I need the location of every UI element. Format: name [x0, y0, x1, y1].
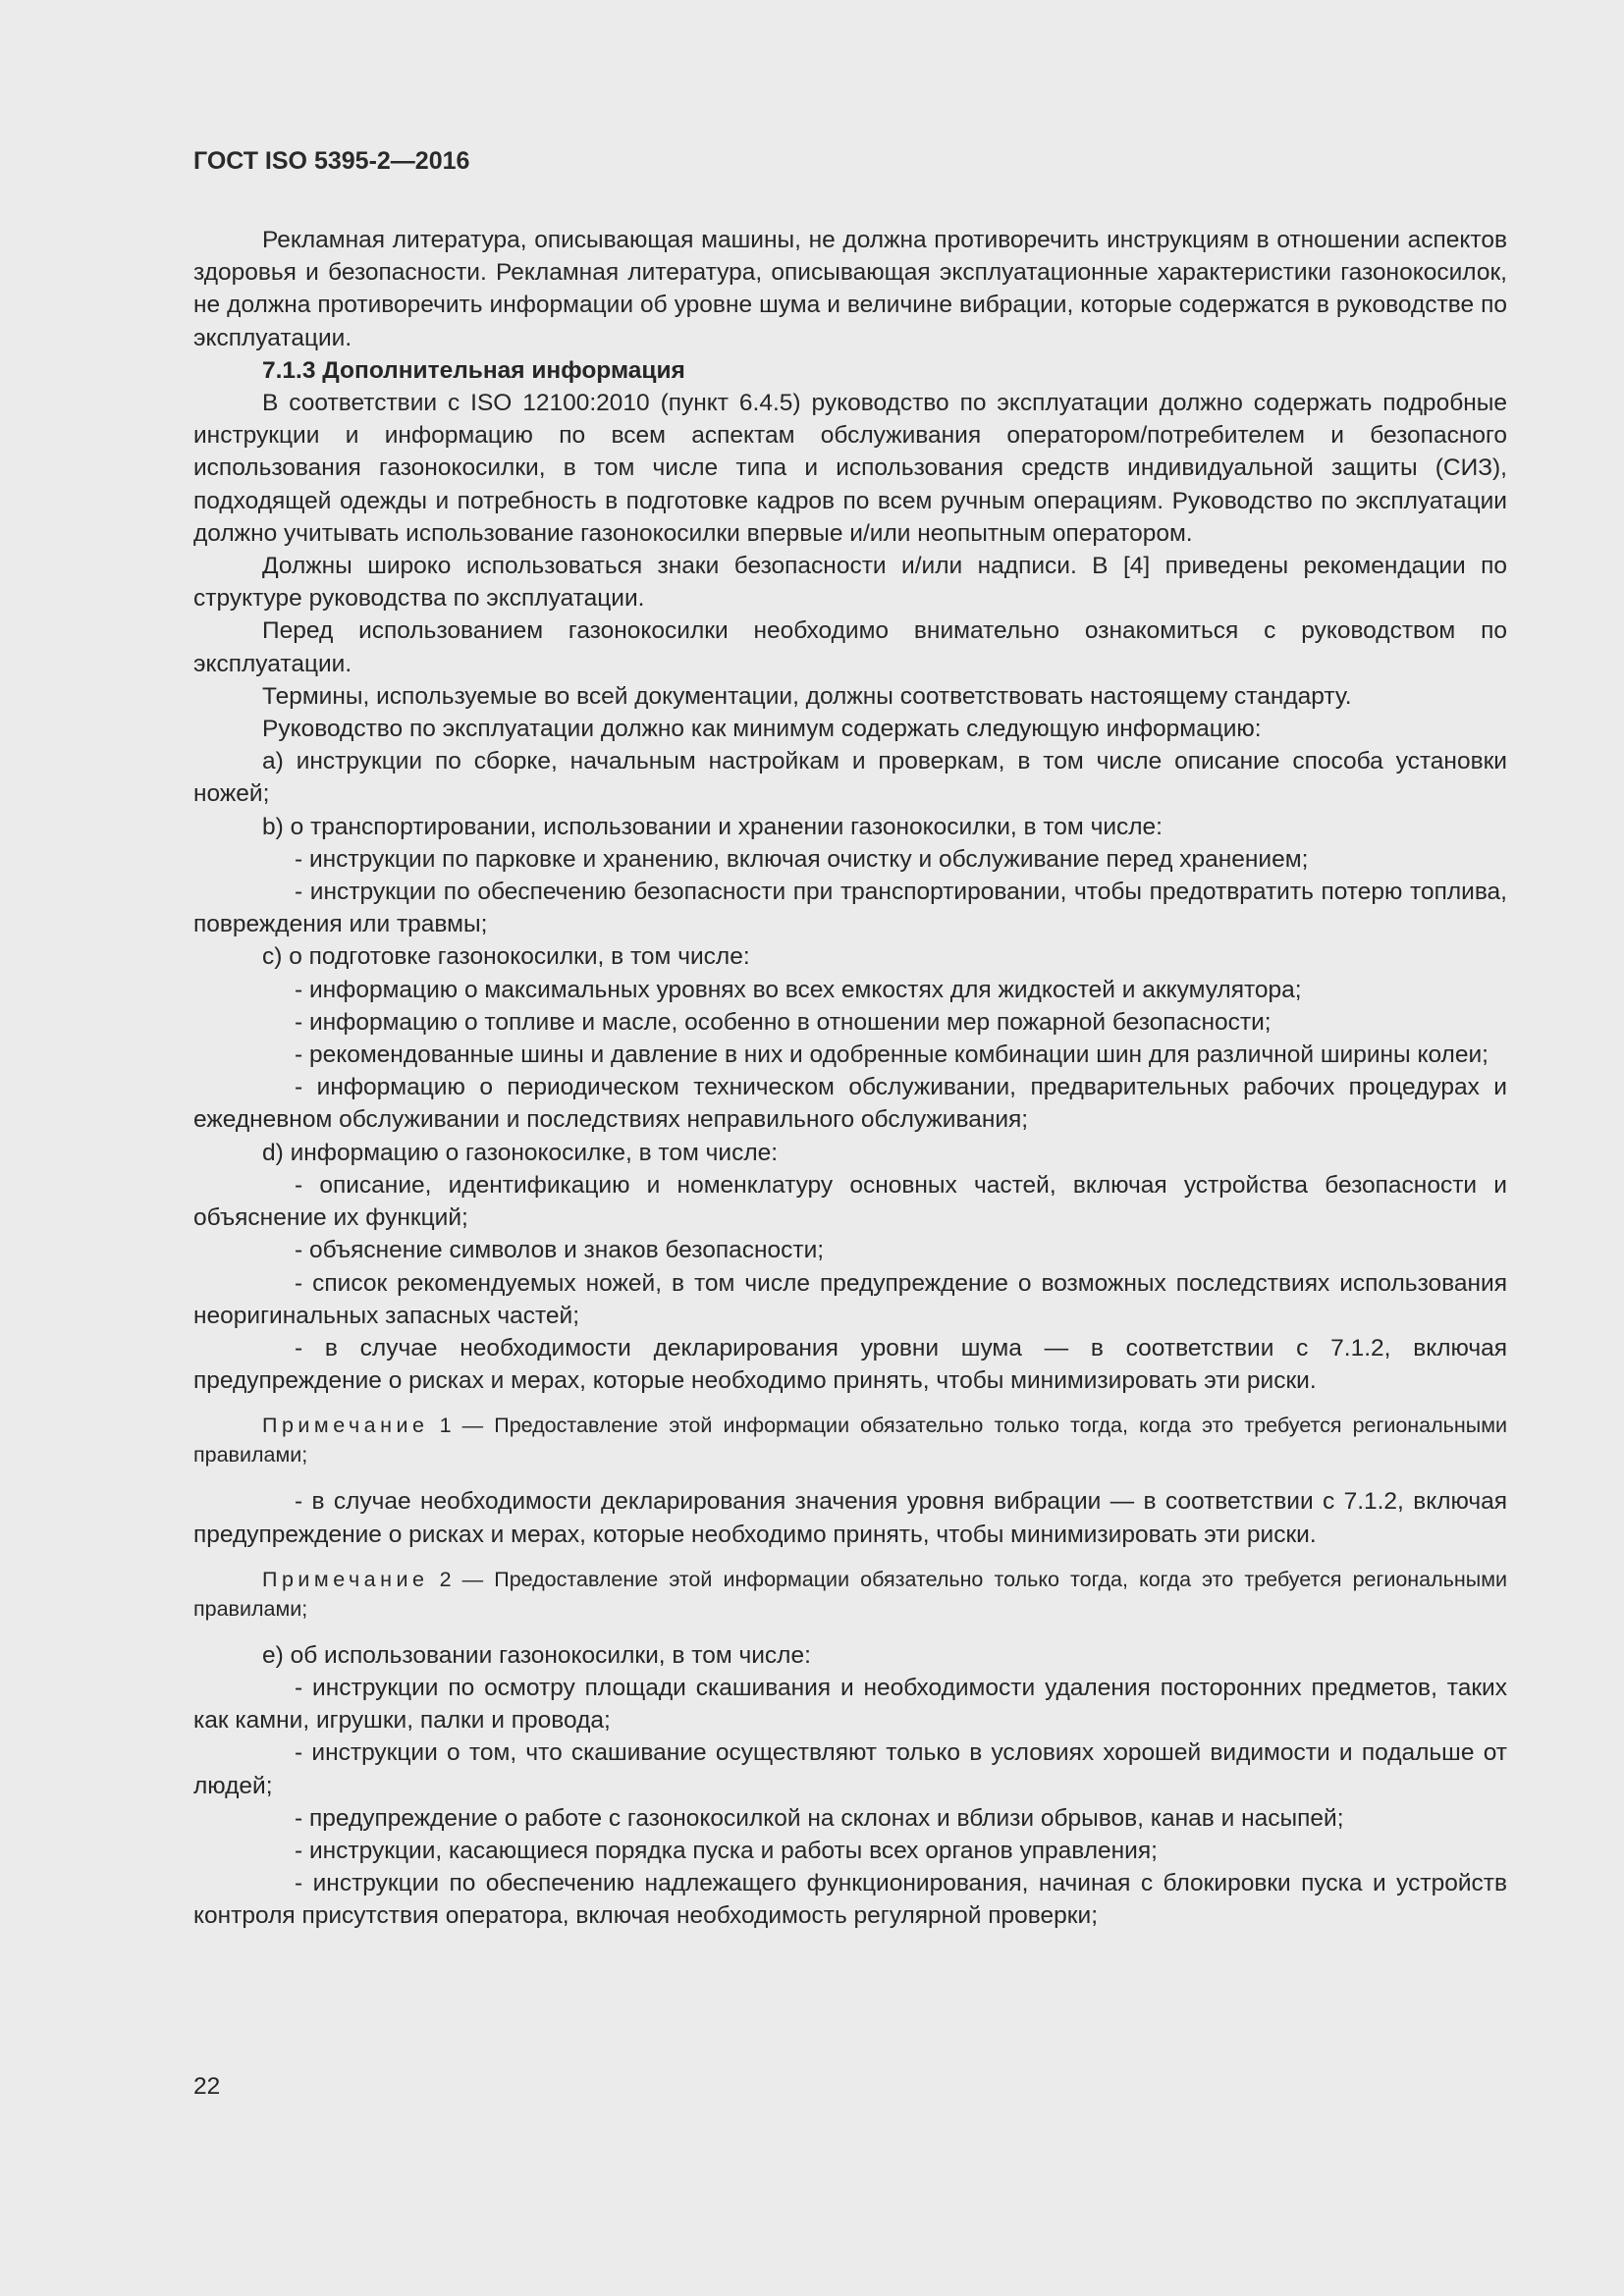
list-subitem-c2: - информацию о топливе и масле, особенно в отношении мер пожарной безопасности;	[295, 1008, 1272, 1036]
paragraph-safety-signs: Должны широко использоваться знаки безопасности и/или надписи. В [4] приведены рекомендации по структуре руководства по эксплуатации.	[193, 553, 1507, 613]
list-item-d: d) информацию о газонокосилке, в том числе:	[262, 1139, 779, 1166]
page-number: 22	[193, 2073, 221, 2100]
paragraph-advertising: Рекламная литература, описывающая машины, не должна противоречить инструкциям в отношении аспектов здоровья и безопасности. Рекламная литература, описывающая эксплуатационные характеристики газонокосилок, не должна противоречить информации об уровне шума и величине вибрации, которые содержатся в руководстве по эксплуатации.	[193, 227, 1507, 351]
section-subheading: 7.1.3 Дополнительная информация	[262, 356, 685, 384]
paragraph-minimum-content: Руководство по эксплуатации должно как минимум содержать следующую информацию:	[262, 716, 1262, 743]
document-body	[193, 224, 1507, 1933]
list-item-c: c) о подготовке газонокосилки, в том числе:	[262, 943, 750, 971]
list-item-a: a) инструкции по сборке, начальным настройкам и проверкам, в том числе описание способа установки ножей;	[193, 748, 1507, 808]
note-1-label: Примечание	[262, 1414, 429, 1438]
list-subitem-d4: - в случае необходимости декларирования уровни шума — в соответствии с 7.1.2, включая предупреждение о рисках и мерах, которые необходимо принять, чтобы минимизировать эти риски.	[193, 1334, 1507, 1395]
list-item-b: b) о транспортировании, использовании и хранении газонокосилки, в том числе:	[262, 813, 1163, 840]
list-item-e: e) об использовании газонокосилки, в том числе:	[262, 1641, 811, 1669]
list-subitem-c3: - рекомендованные шины и давление в них и одобренные комбинации шин для различной ширины колеи;	[295, 1041, 1489, 1069]
list-subitem-e3: - предупреждение о работе с газонокосилкой на склонах и вблизи обрывов, канав и насыпей;	[295, 1804, 1344, 1832]
list-subitem-e2: - инструкции о том, что скашивание осуществляют только в условиях хорошей видимости и подальше от людей;	[193, 1739, 1507, 1799]
list-subitem-d1: - описание, идентификацию и номенклатуру основных частей, включая устройства безопасности и объяснение их функций;	[193, 1171, 1507, 1232]
note-1-text: 1 — Предоставление этой информации обязательно только тогда, когда это требуется региональными правилами;	[193, 1414, 1507, 1468]
list-subitem-d2: - объяснение символов и знаков безопасности;	[295, 1237, 825, 1264]
note-1	[193, 1411, 1507, 1469]
list-subitem-c1: - информацию о максимальных уровнях во всех емкостях для жидкостей и аккумулятора;	[295, 976, 1302, 1003]
note-2-label: Примечание	[262, 1567, 429, 1591]
note-2-text: 2 — Предоставление этой информации обязательно только тогда, когда это требуется региональными правилами;	[193, 1567, 1507, 1621]
paragraph-instructions: В соответствии с ISO 12100:2010 (пункт 6.4.5) руководство по эксплуатации должно содержать подробные инструкции и информацию по всем аспектам обслуживания оператором/потребителем и безопасного использования газонокосилки, в том числе типа и использования средств индивидуальной защиты (СИЗ), подходящей одежды и потребность в подготовке кадров по всем ручным операциям. Руководство по эксплуатации должно учитывать использование газонокосилки впервые и/или неопытным оператором.	[193, 390, 1507, 547]
list-subitem-e4: - инструкции, касающиеся порядка пуска и работы всех органов управления;	[295, 1837, 1158, 1864]
list-subitem-d5: - в случае необходимости декларирования значения уровня вибрации — в соответствии с 7.1.2, включая предупреждение о рисках и мерах, которые необходимо принять, чтобы минимизировать эти риски.	[193, 1488, 1507, 1548]
list-subitem-b2: - инструкции по обеспечению безопасности при транспортировании, чтобы предотвратить потерю топлива, повреждения или травмы;	[193, 879, 1507, 938]
list-subitem-d3: - список рекомендуемых ножей, в том числе предупреждение о возможных последствиях использования неоригинальных запасных частей;	[193, 1269, 1507, 1329]
document-code-header: ГОСТ ISO 5395-2—2016	[193, 147, 470, 175]
paragraph-terms: Термины, используемые во всей документации, должны соответствовать настоящему стандарту.	[262, 682, 1352, 710]
list-subitem-c4: - информацию о периодическом техническом обслуживании, предварительных рабочих процедурах и ежедневном обслуживании и последствиях неправильного обслуживания;	[193, 1074, 1507, 1134]
list-subitem-e5: - инструкции по обеспечению надлежащего функционирования, начиная с блокировки пуска и устройств контроля присутствия оператора, включая необходимость регулярной проверки;	[193, 1870, 1507, 1930]
list-subitem-e1: - инструкции по осмотру площади скашивания и необходимости удаления посторонних предметов, таких как камни, игрушки, палки и провода;	[193, 1674, 1507, 1735]
note-2	[193, 1565, 1507, 1624]
list-subitem-b1: - инструкции по парковке и хранению, включая очистку и обслуживание перед хранением;	[295, 845, 1309, 873]
paragraph-read-manual: Перед использованием газонокосилки необходимо внимательно ознакомиться с руководством по эксплуатации.	[193, 617, 1507, 677]
